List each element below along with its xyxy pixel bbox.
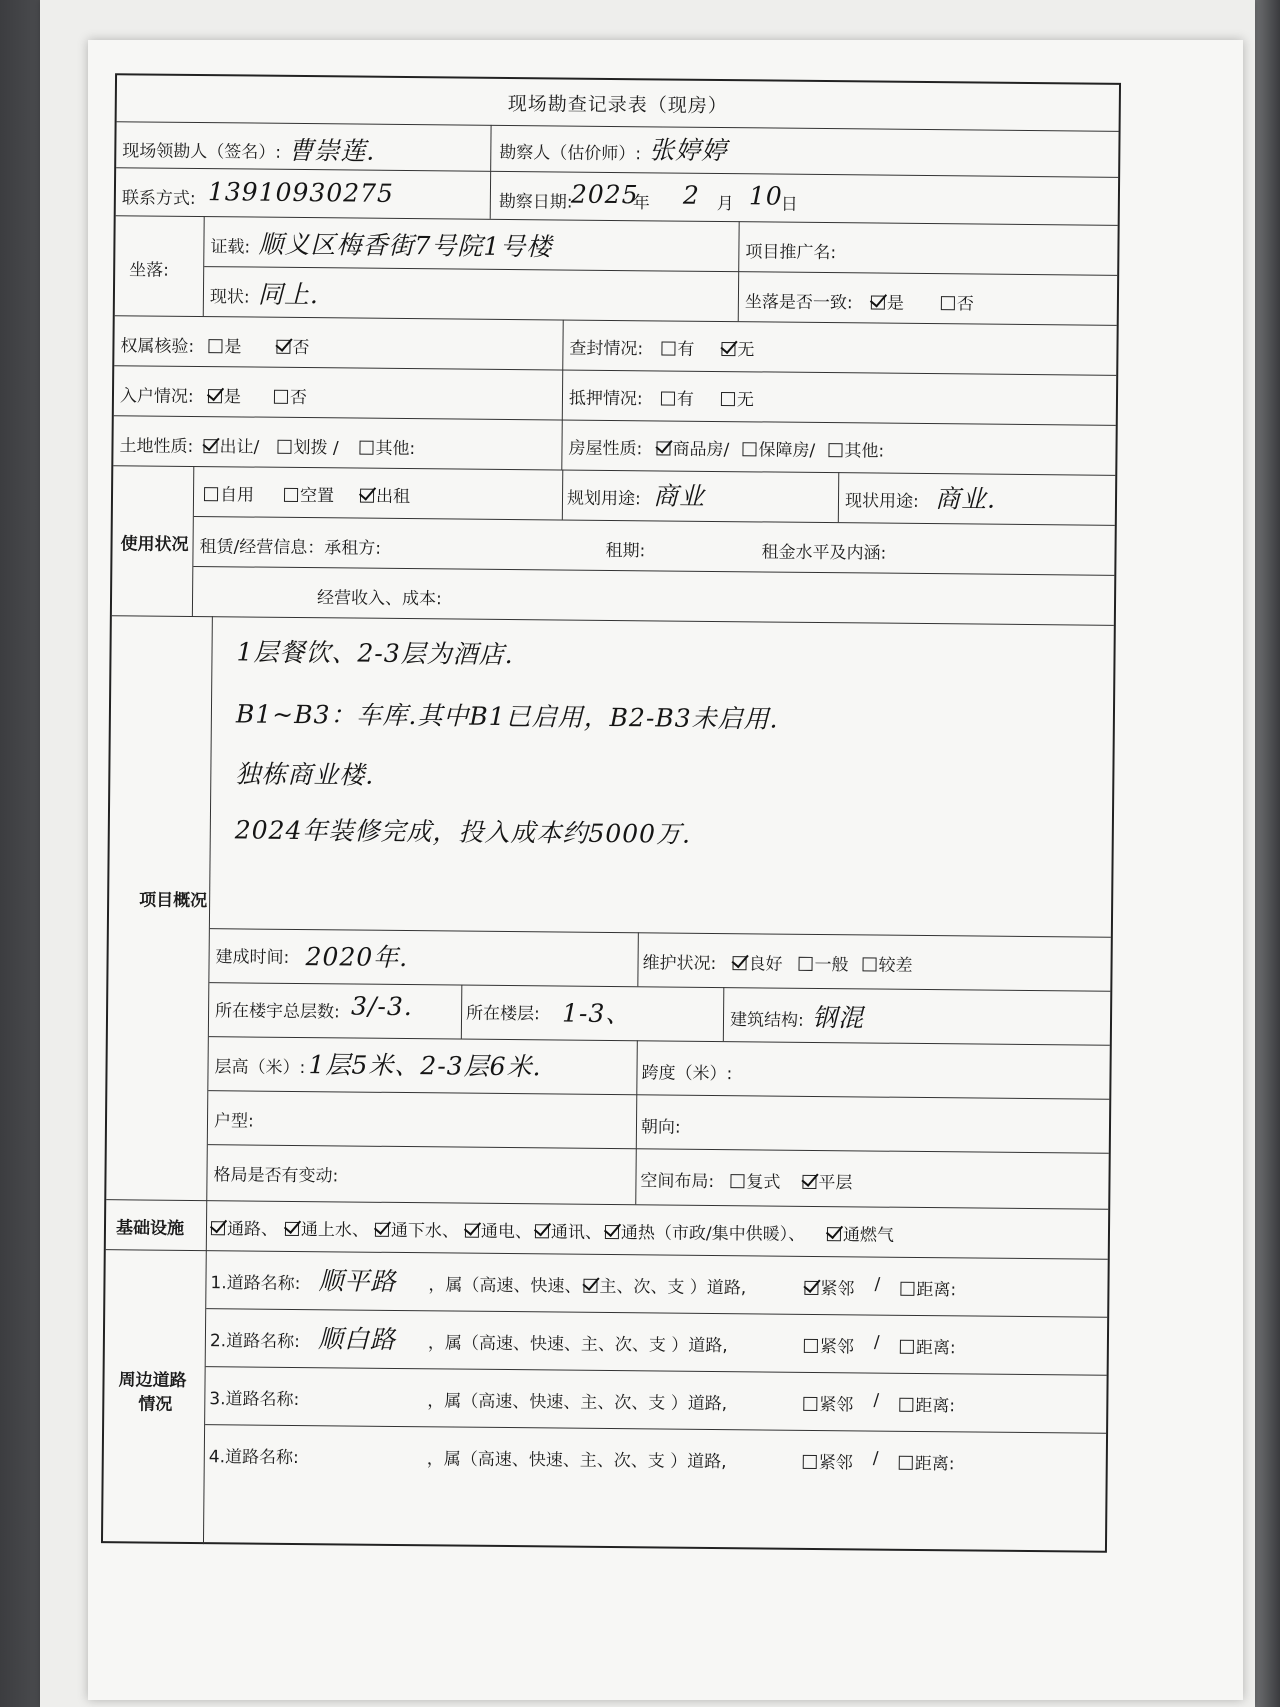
orient-label: 朝向: xyxy=(640,1117,681,1138)
date-day: 10 xyxy=(748,181,783,211)
land-opt2-text: 划拨 / xyxy=(293,437,339,459)
floors-row xyxy=(209,982,1110,1046)
checkbox-checked-icon xyxy=(721,342,735,356)
floor-value: 1-3、 xyxy=(561,998,632,1029)
maint-label: 维护状况: xyxy=(642,953,717,975)
road-type-pre: ，属（高速、快速、 xyxy=(426,1449,580,1471)
usage-opt3-option[interactable] xyxy=(358,482,410,507)
built-value: 2020年. xyxy=(305,942,409,973)
road-type-pre: ，属（高速、快速、 xyxy=(427,1391,581,1413)
overview-detail xyxy=(206,616,1114,1209)
structure-label: 建筑结构: xyxy=(729,1010,804,1031)
overview-line: 1层餐饮、2-3层为酒店. xyxy=(236,637,514,670)
date-label: 勘察日期: xyxy=(498,191,573,213)
road-distance-option[interactable] xyxy=(897,1449,955,1475)
checkbox-icon xyxy=(828,443,842,457)
consistent-label: 坐落是否一致: xyxy=(744,292,853,314)
ownership-label: 权属核验: xyxy=(120,336,195,357)
mortgage-no-text: 无 xyxy=(736,390,755,411)
consistent-no-option[interactable] xyxy=(939,289,974,314)
checkbox-icon xyxy=(941,296,955,310)
usage-opt1-text: 自用 xyxy=(219,485,255,506)
road-distance-text: 距离: xyxy=(915,1337,956,1359)
income-row xyxy=(193,566,1114,625)
space-opt2-text: 平层 xyxy=(818,1173,853,1194)
infra-item-text: 通电、 xyxy=(480,1221,533,1243)
land-opt2-option[interactable] xyxy=(275,433,338,459)
mortgage-cell xyxy=(562,370,1116,425)
road-distance-text: 距离: xyxy=(915,1395,956,1417)
project-name-cell xyxy=(738,221,1117,275)
span-cell xyxy=(636,1040,1109,1099)
entry-label: 入户情况: xyxy=(119,386,194,407)
checkbox-icon xyxy=(721,392,735,406)
house-opt1-text: 商品房/ xyxy=(672,439,730,461)
land-opt3-option[interactable] xyxy=(357,434,415,460)
ownership-yes-option[interactable] xyxy=(206,332,241,357)
infra-item[interactable] xyxy=(825,1220,894,1246)
road-distance-text: 距离: xyxy=(916,1279,957,1301)
road-adjacent-option[interactable] xyxy=(801,1390,853,1415)
road-type-main: 主 xyxy=(599,1276,617,1298)
infra-item[interactable] xyxy=(209,1214,278,1240)
usage-block xyxy=(112,465,1115,626)
entry-yes-option[interactable] xyxy=(206,382,241,407)
location-detail xyxy=(203,216,1118,325)
planned-use-label: 规划用途: xyxy=(566,488,641,510)
overview-label: 项目概况 xyxy=(139,890,208,912)
location-label: 坐落: xyxy=(129,260,170,281)
road-adjacent-text: 紧邻 xyxy=(819,1395,854,1416)
floors-total-value: 3/-3. xyxy=(350,991,413,1022)
road-adjacent-text: 紧邻 xyxy=(819,1337,854,1358)
road-adjacent-option[interactable] xyxy=(801,1448,853,1473)
road-sep: / xyxy=(872,1448,879,1469)
ownership-yes-text: 是 xyxy=(224,337,242,358)
seal-label: 查封情况: xyxy=(569,338,644,360)
ownership-no-option[interactable] xyxy=(274,333,309,358)
maint-opt2-option[interactable] xyxy=(796,950,848,975)
structure-cell xyxy=(723,987,1111,1045)
mortgage-yes-text: 有 xyxy=(676,389,695,410)
checkbox-icon xyxy=(798,957,812,971)
checkbox-icon xyxy=(803,1455,817,1469)
infra-items xyxy=(206,1200,1108,1259)
built-label: 建成时间: xyxy=(215,947,290,968)
house-opt3-option[interactable] xyxy=(826,436,884,462)
maint-opt1-option[interactable] xyxy=(730,949,782,974)
surveyor-signature: 张婷婷 xyxy=(649,135,728,166)
status-value: 同上. xyxy=(257,279,320,310)
infra-item[interactable] xyxy=(373,1216,459,1242)
checkbox-checked-icon xyxy=(375,1223,389,1237)
unit-label: 户型: xyxy=(213,1111,254,1132)
floors-total-label: 所在楼宇总层数: xyxy=(214,1001,340,1023)
surveyor-label: 勘察人（估价师）: xyxy=(499,142,642,165)
checkbox-icon xyxy=(862,957,876,971)
roads-block xyxy=(103,1249,1108,1553)
structure-value: 钢混 xyxy=(811,1002,865,1033)
road-adjacent-option[interactable] xyxy=(802,1332,854,1357)
road-distance-text: 距离: xyxy=(914,1453,955,1475)
road-sep: / xyxy=(873,1332,880,1353)
usage-opt2-text: 空置 xyxy=(299,486,335,507)
checkbox-icon xyxy=(899,1398,913,1412)
checkbox-icon xyxy=(661,341,675,355)
checkbox-icon xyxy=(730,1174,744,1188)
checkbox-checked-icon xyxy=(804,1281,818,1295)
checkbox-checked-icon xyxy=(211,1221,225,1235)
entry-no-option[interactable] xyxy=(272,383,307,408)
infra-label: 基础设施 xyxy=(115,1218,185,1239)
survey-form xyxy=(101,73,1121,1553)
checkbox-icon xyxy=(359,441,373,455)
maint-opt3-text: 较差 xyxy=(878,955,913,976)
roads-label-2: 情况 xyxy=(138,1394,173,1415)
road-adjacent-option[interactable] xyxy=(802,1274,854,1299)
date-year-unit: 年 xyxy=(632,193,650,214)
roads-label-1: 周边道路 xyxy=(118,1370,187,1391)
road-adjacent-text: 紧邻 xyxy=(820,1279,855,1300)
house-opt3-text: 其他: xyxy=(844,441,885,462)
date-year: 2025 xyxy=(570,179,639,210)
land-label: 土地性质: xyxy=(119,436,194,457)
overview-line: B1~B3：车库.其中B1已启用，B2-B3未启用. xyxy=(235,699,779,734)
checkbox-icon xyxy=(208,339,222,353)
maint-cell xyxy=(637,932,1110,991)
layout-change-label: 格局是否有变动: xyxy=(213,1165,339,1187)
span-label: 跨度（米）: xyxy=(641,1063,733,1085)
road-type-main: 主 xyxy=(580,1392,598,1413)
road-name-value: 顺平路 xyxy=(318,1266,397,1296)
road-name-label: 2.道路名称: xyxy=(209,1331,300,1353)
status-row xyxy=(204,266,1117,325)
space-cell xyxy=(635,1148,1109,1209)
road-type-pre: ，属（高速、快速、 xyxy=(427,1333,581,1355)
road-type-post: 、次、支 ）道路, xyxy=(597,1334,728,1357)
road-name-value: 顺白路 xyxy=(317,1324,397,1354)
entry-yes-text: 是 xyxy=(223,387,242,408)
land-opt3-text: 其他: xyxy=(375,438,416,460)
checkbox-checked-icon xyxy=(360,489,374,503)
house-label: 房屋性质: xyxy=(568,438,643,460)
infra-item[interactable] xyxy=(533,1217,602,1243)
checkbox-icon xyxy=(274,390,288,404)
road-distance-option[interactable] xyxy=(898,1275,956,1301)
usage-opt1-option[interactable] xyxy=(202,480,254,505)
road-type-text xyxy=(427,1386,727,1414)
infra-item-text: 通燃气 xyxy=(842,1225,895,1246)
road-sep: / xyxy=(874,1274,881,1295)
checkbox-checked-icon xyxy=(732,956,746,970)
checkbox-icon xyxy=(284,488,298,502)
road-type-main: 主 xyxy=(580,1334,598,1355)
planned-use-cell xyxy=(562,470,838,523)
checkbox-icon xyxy=(742,442,756,456)
checkbox-icon xyxy=(803,1397,817,1411)
infra-item-text: 通下水、 xyxy=(390,1220,460,1242)
overview-line: 2024年装修完成，投入成本约5000万. xyxy=(234,815,692,849)
checkbox-checked-icon xyxy=(208,389,222,403)
height-value: 1层5米、2-3层6米. xyxy=(308,1050,542,1082)
checkbox-icon xyxy=(277,440,291,454)
checkbox-icon xyxy=(661,391,675,405)
project-name-label: 项目推广名: xyxy=(745,242,837,264)
space-opt1-option[interactable] xyxy=(728,1167,780,1192)
checkbox-checked-icon xyxy=(802,1175,816,1189)
lease-label: 租赁/经营信息：承租方: xyxy=(199,537,382,559)
overview-line: 独栋商业楼. xyxy=(235,759,375,790)
house-opt1-option[interactable] xyxy=(654,434,729,460)
cert-address: 顺义区梅香街7号院1号楼 xyxy=(258,229,553,262)
road-row xyxy=(206,1250,1108,1318)
layout-row xyxy=(207,1144,1108,1209)
seal-no-option[interactable] xyxy=(719,335,754,360)
date-month: 2 xyxy=(682,180,700,210)
road-row xyxy=(205,1424,1107,1491)
road-distance-option[interactable] xyxy=(897,1391,955,1417)
checkbox-icon xyxy=(204,487,218,501)
land-opt1-option[interactable] xyxy=(201,432,259,458)
seal-yes-text: 有 xyxy=(677,339,695,360)
checkbox-icon xyxy=(804,1339,818,1353)
space-opt2-option[interactable] xyxy=(800,1168,852,1193)
current-use-label: 现状用途: xyxy=(844,491,919,512)
infra-item-text: 通路、 xyxy=(226,1219,279,1240)
surveyor-cell xyxy=(490,125,1118,177)
built-row xyxy=(209,928,1110,992)
land-opt1-text: 出让/ xyxy=(219,437,260,458)
consistent-yes-option[interactable] xyxy=(869,288,904,313)
seal-yes-option[interactable] xyxy=(659,334,694,359)
checkbox-checked-icon xyxy=(583,1279,597,1293)
house-opt2-text: 保障房/ xyxy=(758,440,816,461)
height-row xyxy=(208,1036,1109,1100)
house-nature-cell xyxy=(561,420,1115,475)
leader-signature: 曹崇莲. xyxy=(288,135,376,166)
checkbox-checked-icon xyxy=(465,1224,479,1238)
checkbox-checked-icon xyxy=(285,1222,299,1236)
road-name-label: 1.道路名称: xyxy=(210,1273,301,1295)
height-label: 层高（米）: xyxy=(214,1057,306,1079)
checkbox-checked-icon xyxy=(871,295,885,309)
contact-label: 联系方式: xyxy=(121,188,196,209)
road-type-text xyxy=(428,1270,746,1298)
road-row xyxy=(205,1366,1107,1434)
infra-item[interactable] xyxy=(283,1215,369,1241)
checkbox-checked-icon xyxy=(203,439,217,453)
overview-block xyxy=(106,615,1114,1210)
date-day-unit: 日 xyxy=(780,194,798,215)
date-cell xyxy=(490,171,1118,225)
consistent-yes-text: 是 xyxy=(886,293,904,314)
mortgage-no-option[interactable] xyxy=(719,385,754,410)
road-type-post: 、次、支 ）道路, xyxy=(597,1392,728,1415)
infra-item[interactable] xyxy=(463,1217,532,1243)
infra-item-text: 通上水、 xyxy=(300,1220,370,1241)
seal-no-text: 无 xyxy=(737,340,755,361)
ownership-no-text: 否 xyxy=(292,337,310,359)
current-use-cell xyxy=(838,472,1115,525)
usage-opt3-text: 出租 xyxy=(375,486,411,508)
usage-opt2-option[interactable] xyxy=(282,481,334,506)
infra-item-text: 通热（市政/集中供暖）、 xyxy=(620,1223,806,1245)
checkbox-icon xyxy=(900,1340,914,1354)
maint-opt3-option[interactable] xyxy=(860,950,912,975)
space-opt1-text: 复式 xyxy=(746,1172,781,1193)
mortgage-label: 抵押情况: xyxy=(568,388,643,410)
infra-item-text: 通讯、 xyxy=(550,1222,603,1243)
floor-label: 所在楼层: xyxy=(465,1003,540,1025)
road-type-text xyxy=(428,1328,728,1356)
location-block xyxy=(115,215,1118,326)
lease-term-label: 租期: xyxy=(605,540,646,562)
contact-phone: 13910930275 xyxy=(207,177,395,208)
checkbox-icon xyxy=(900,1282,914,1296)
road-name-label: 4.道路名称: xyxy=(208,1447,299,1469)
mortgage-yes-option[interactable] xyxy=(659,384,694,409)
date-month-unit: 月 xyxy=(716,193,734,215)
roads-list xyxy=(203,1250,1108,1553)
entry-no-text: 否 xyxy=(289,387,308,409)
road-type-text xyxy=(427,1444,727,1472)
leader-label: 现场领勘人（签名）: xyxy=(122,141,282,163)
road-type-pre: ，属（高速、快速、 xyxy=(428,1275,582,1297)
current-use-value: 商业. xyxy=(934,484,997,514)
checkbox-checked-icon xyxy=(276,340,290,354)
consistent-cell xyxy=(738,271,1117,325)
checkbox-checked-icon xyxy=(656,441,670,455)
checkbox-checked-icon xyxy=(827,1227,841,1241)
unit-row xyxy=(208,1090,1109,1154)
income-label: 经营收入、成本: xyxy=(316,588,442,610)
seal-cell xyxy=(562,320,1116,375)
maint-opt2-text: 一般 xyxy=(814,954,849,976)
rent-label: 租金水平及内涵: xyxy=(761,542,887,564)
overview-notes xyxy=(210,616,1114,938)
checkbox-checked-icon xyxy=(535,1224,549,1238)
road-adjacent-text: 紧邻 xyxy=(818,1453,853,1474)
planned-use-value: 商业 xyxy=(652,481,706,511)
checkbox-checked-icon xyxy=(605,1225,619,1239)
usage-detail xyxy=(192,466,1115,625)
maint-opt1-text: 良好 xyxy=(748,954,783,975)
usage-label: 使用状况 xyxy=(120,534,189,555)
status-label: 现状: xyxy=(209,287,250,308)
road-type-post: 、次、支 ）道路, xyxy=(596,1450,727,1473)
road-name-label: 3.道路名称: xyxy=(209,1389,300,1411)
infra-item[interactable] xyxy=(603,1218,805,1245)
road-sep: / xyxy=(873,1390,880,1411)
checkbox-icon xyxy=(899,1456,913,1470)
cert-label: 证载: xyxy=(210,237,251,258)
form-title: 现场勘查记录表（现房） xyxy=(507,92,728,118)
road-row xyxy=(206,1308,1108,1376)
road-distance-option[interactable] xyxy=(898,1333,956,1359)
road-type-post: 、次、支 ）道路, xyxy=(616,1277,747,1299)
consistent-no-text: 否 xyxy=(956,294,974,315)
house-opt2-option[interactable] xyxy=(740,435,815,461)
orient-cell xyxy=(636,1094,1109,1153)
space-label: 空间布局: xyxy=(640,1171,715,1193)
road-type-main: 主 xyxy=(579,1450,597,1471)
floor-cell xyxy=(461,985,724,1042)
